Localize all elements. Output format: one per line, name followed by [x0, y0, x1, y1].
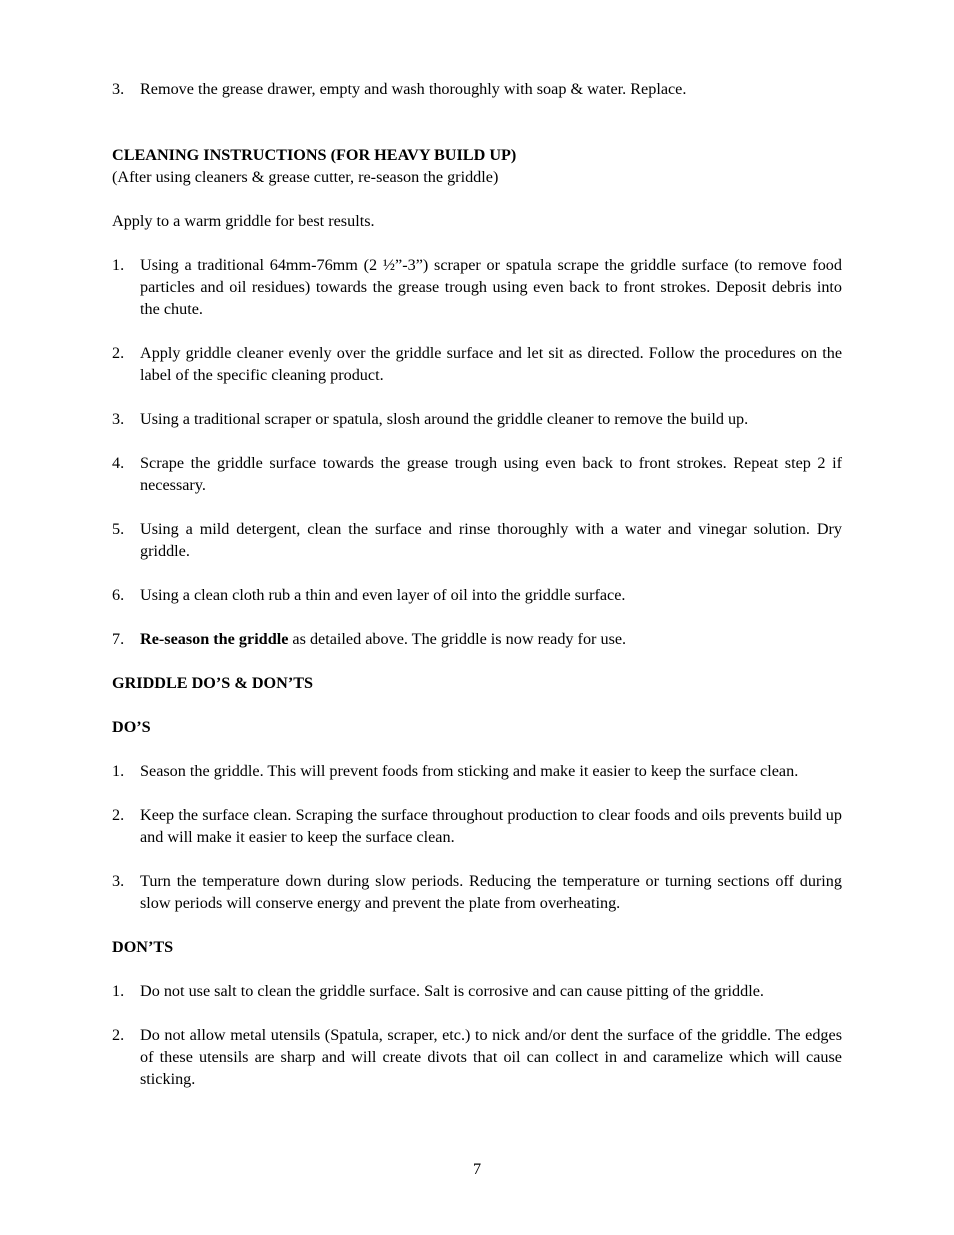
list-text: Season the griddle. This will prevent foods from sticking and make it easier to keep the surface clean. — [140, 762, 799, 780]
list-number: 2. — [112, 806, 125, 824]
dos-heading: DO’S — [112, 718, 151, 736]
dos-donts-heading: GRIDDLE DO’S & DON’TS — [112, 674, 314, 692]
donts-heading: DON’TS — [112, 938, 174, 956]
list-number: 2. — [112, 1026, 125, 1044]
list-text: Apply griddle cleaner evenly over the griddle surface and let sit as directed. Follow the procedures on the label of the specific cleaning product. — [140, 344, 842, 384]
cleaning-step-7 — [112, 628, 842, 650]
list-number: 2. — [112, 344, 125, 362]
list-text: Turn the temperature down during slow periods. Reducing the temperature or turning sections off during slow periods will conserve energy and prevent the plate from overheating. — [140, 872, 842, 912]
cleaning-subheading: (After using cleaners & grease cutter, re-season the griddle) — [112, 168, 499, 186]
list-text: Using a traditional 64mm-76mm (2 ½”-3”) scraper or spatula scrape the griddle surface (to remove food particles and oil residues) towards the grease trough using even back to front strokes. Deposit debris into the chute. — [140, 256, 842, 318]
list-number: 3. — [112, 80, 125, 98]
dos-item-2 — [112, 804, 842, 848]
list-number: 1. — [112, 762, 125, 780]
list-text: Do not use salt to clean the griddle surface. Salt is corrosive and can cause pitting of the griddle. — [140, 982, 764, 1000]
cleaning-step-2 — [112, 342, 842, 386]
list-number: 3. — [112, 872, 125, 890]
cleaning-step-1 — [112, 254, 842, 320]
cleaning-step-3 — [112, 408, 842, 430]
list-number: 1. — [112, 982, 125, 1000]
list-number: 3. — [112, 410, 125, 428]
apply-note: Apply to a warm griddle for best results. — [112, 212, 375, 230]
cleaning-step-4 — [112, 452, 842, 496]
cleaning-step-5 — [112, 518, 842, 562]
list-text: Using a clean cloth rub a thin and even layer of oil into the griddle surface. — [140, 586, 626, 604]
donts-item-2 — [112, 1024, 842, 1090]
list-number: 4. — [112, 454, 125, 472]
list-number: 1. — [112, 256, 125, 274]
cleaning-step-6 — [112, 584, 842, 606]
dos-item-3 — [112, 870, 842, 914]
document-page — [112, 78, 842, 1090]
list-text: Scrape the griddle surface towards the grease trough using even back to front strokes. Repeat step 2 if necessary. — [140, 454, 842, 494]
cleaning-heading: CLEANING INSTRUCTIONS (FOR HEAVY BUILD UP) — [112, 146, 517, 164]
dos-item-1 — [112, 760, 842, 782]
list-number: 6. — [112, 586, 125, 604]
donts-item-1 — [112, 980, 842, 1002]
list-number: 5. — [112, 520, 125, 538]
list-text: as detailed above. The griddle is now ready for use. — [288, 630, 627, 648]
list-text: Keep the surface clean. Scraping the surface throughout production to clear foods and oils prevents build up and will make it easier to keep the surface clean. — [140, 806, 842, 846]
intro-list-item — [112, 78, 842, 100]
list-number: 7. — [112, 630, 125, 648]
list-text: Remove the grease drawer, empty and wash thoroughly with soap & water. Replace. — [140, 80, 687, 98]
reseason-bold-text: Re-season the griddle — [140, 630, 289, 648]
page-number: 7 — [472, 1160, 482, 1178]
list-text: Using a mild detergent, clean the surface and rinse thoroughly with a water and vinegar solution. Dry griddle. — [140, 520, 842, 560]
list-text: Using a traditional scraper or spatula, slosh around the griddle cleaner to remove the build up. — [140, 410, 749, 428]
list-text: Do not allow metal utensils (Spatula, scraper, etc.) to nick and/or dent the surface of the griddle. The edges of these utensils are sharp and will create divots that oil can collect in and caramelize which will cause sticking. — [140, 1026, 842, 1088]
